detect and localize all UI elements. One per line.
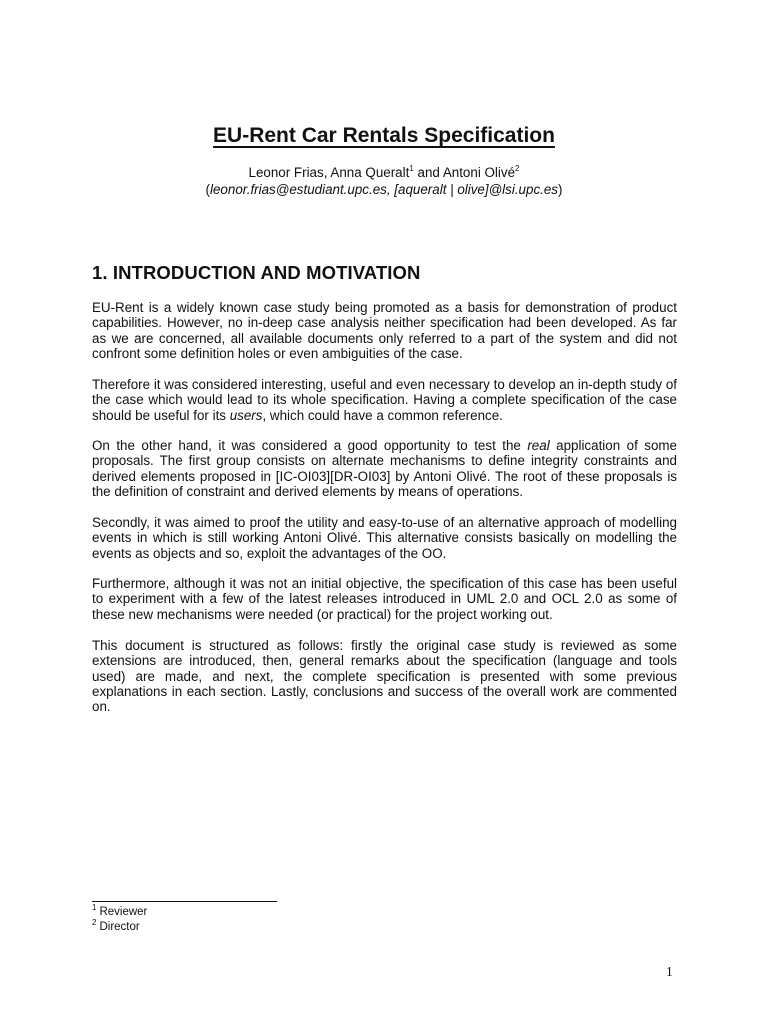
- paragraph-3-emphasis: real: [527, 438, 550, 453]
- paragraph-1: EU-Rent is a widely known case study being promoted as a basis for demonstration of product capabilities. However, no in-deep case analysis neither specification had been developed. As far as we are concerned, all available documents only referred to a part of the system and did not confront some definition holes or even ambiguities of the case.: [92, 300, 677, 361]
- email-close-paren: ): [558, 182, 563, 197]
- email-line: [0, 182, 768, 198]
- author-2-footnote-mark: 1: [409, 164, 414, 173]
- footnote-2-number: 2: [92, 918, 97, 927]
- paragraph-2-text-a: Therefore it was considered interesting, useful and even necessary to develop an in-depth study of the case which would lead to its whole specification. Having a complete specification of the case should be useful for its: [92, 377, 677, 423]
- footnote-1: [92, 903, 148, 919]
- paper-title: [0, 124, 768, 148]
- paragraph-4: Secondly, it was aimed to proof the utility and easy-to-use of an alternative approach of modelling events in which is still working Antoni Olivé. This alternative consists basically on modelling the events as objects and so, exploit the advantages of the OO.: [92, 515, 677, 561]
- author-1: Leonor Frias: [248, 165, 324, 180]
- paragraph-2-emphasis: users: [229, 407, 263, 423]
- footnote-divider: [92, 901, 277, 902]
- paragraph-3-text-b: application of some proposals. The first group consists on alternate mechanisms to define integrity constraints and derived elements proposed in [IC-OI03][DR-OI03] by Antoni Olivé. The root of these proposals is the definition of constraint and derived elements by means of operations.: [92, 438, 677, 499]
- author-line: Leonor Frias, Anna Queralt$^1$ and Antoni Olivé$^2$: [248, 164, 520, 180]
- author-3-footnote-mark: 2: [515, 164, 520, 173]
- email-addresses: leonor.frias@estudiant.upc.es, [aqueralt | olive]@lsi.upc.es: [210, 182, 558, 197]
- email-open-paren: (: [205, 182, 210, 197]
- paragraph-3: [92, 438, 677, 499]
- paper-title-text: EU-Rent Car Rentals Specification: [213, 124, 555, 147]
- footnote-2-text: Director: [99, 921, 140, 933]
- author-connector: and: [417, 165, 440, 180]
- paragraph-5: Furthermore, although it was not an initial objective, the specification of this case has been useful to experiment with a few of the latest releases introduced in UML 2.0 and OCL 2.0 as some of these new mechanisms were needed (or practical) for the project working out.: [92, 576, 677, 622]
- section-heading: 1. INTRODUCTION AND MOTIVATION: [92, 262, 421, 283]
- author-2: Anna Queralt: [330, 165, 410, 180]
- footnote-1-text: Reviewer: [99, 906, 148, 918]
- paragraph-3-text-a: On the other hand, it was considered a good opportunity to test the: [92, 438, 528, 453]
- paragraph-6: This document is structured as follows: firstly the original case study is reviewed as some extensions are introduced, then, general remarks about the specification (language and tools used) are made, and next, the complete specification is presented with some previous explanations in each section. Lastly, conclusions and success of the overall work are commented on.: [92, 638, 677, 715]
- paragraph-2: [92, 377, 677, 423]
- author-3: Antoni Olivé: [442, 165, 516, 180]
- footnote-2: [92, 918, 140, 934]
- page-number: 1: [666, 964, 673, 979]
- footnote-1-number: 1: [92, 903, 97, 912]
- paragraph-2-text-b: , which could have a common reference.: [262, 407, 503, 423]
